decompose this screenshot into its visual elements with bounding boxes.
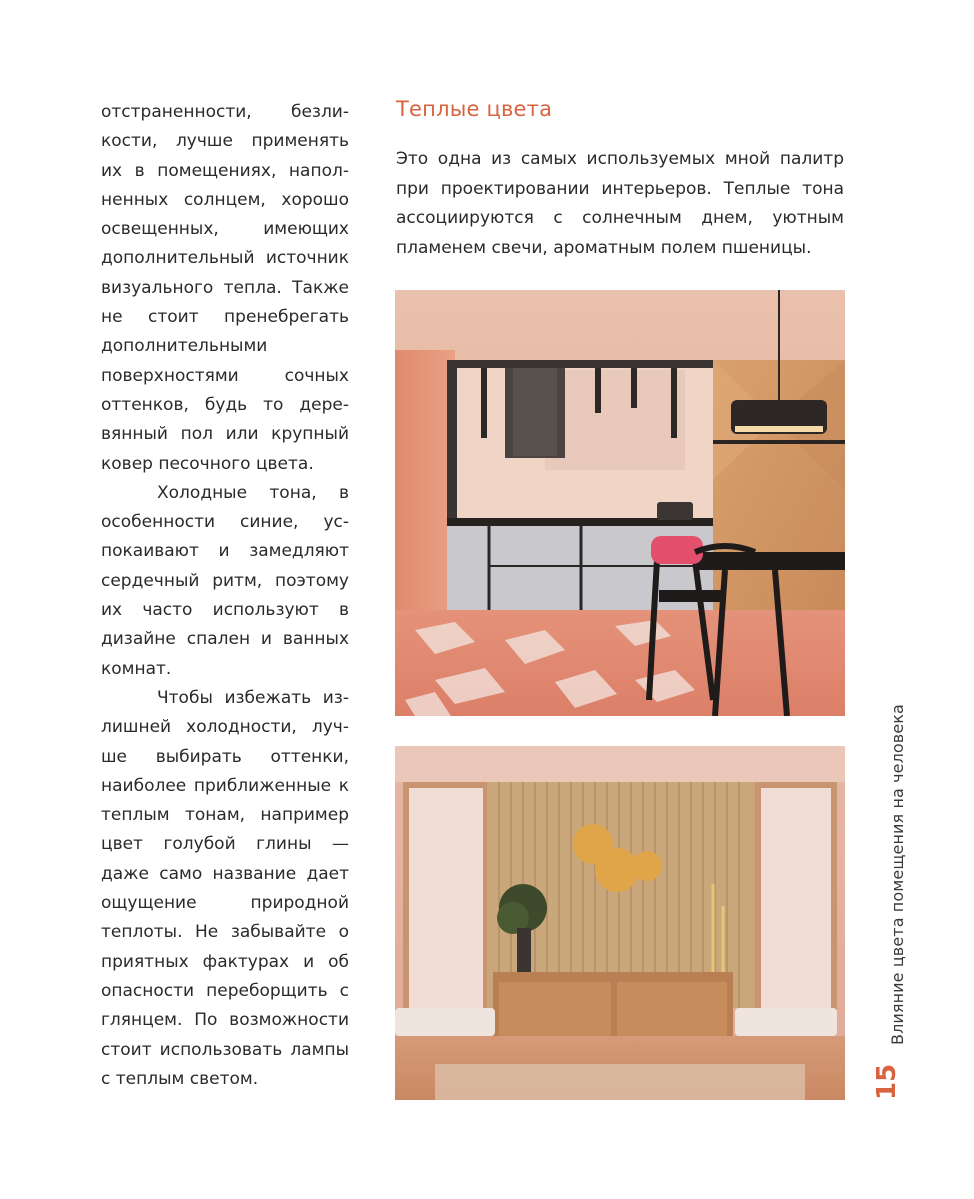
left-column-text [101,98,349,1094]
paragraph-3: Чтобы избежать излишней холодности, лучше выбирать оттенки, наиболее приближенные к теплым тонам, например цвет голубой глины — даже само название дает ощущение природной теплоты. Не забывайте о приятных фактурах и об опасности переборщить с глянцем. По возможности стоит использовать лампы с теплым светом. [101,687,349,1089]
paragraph-1: отстраненности, безликости, лучше применять их в помещениях, наполненных солнцем, хорошо освещенных, имеющих дополнительный источник визуального тепла. Также не стоит пренебрегать дополнительными поверхностями сочных оттенков, будь то деревянный пол или крупный ковер песочного цвета. [101,102,349,474]
page-number: 15 [872,1063,902,1100]
section-intro: Это одна из самых используемых мной палитр при проектировании интерьеров. Теплые тона ассоциируются с солнечным днем, уютным пламенем свечи, ароматным полем пшеницы. [396,149,844,258]
section-heading: Теплые цвета [396,97,553,121]
chapter-title: Влияние цвета помещения на человека [888,704,907,1045]
paragraph-2: Холодные тона, в особенности синие, успокаивают и замедляют сердечный ритм, поэтому их часто используют в дизайне спален и ванных комнат. [101,482,349,679]
hallway-photo [395,746,845,1100]
kitchen-dining-photo [395,290,845,716]
